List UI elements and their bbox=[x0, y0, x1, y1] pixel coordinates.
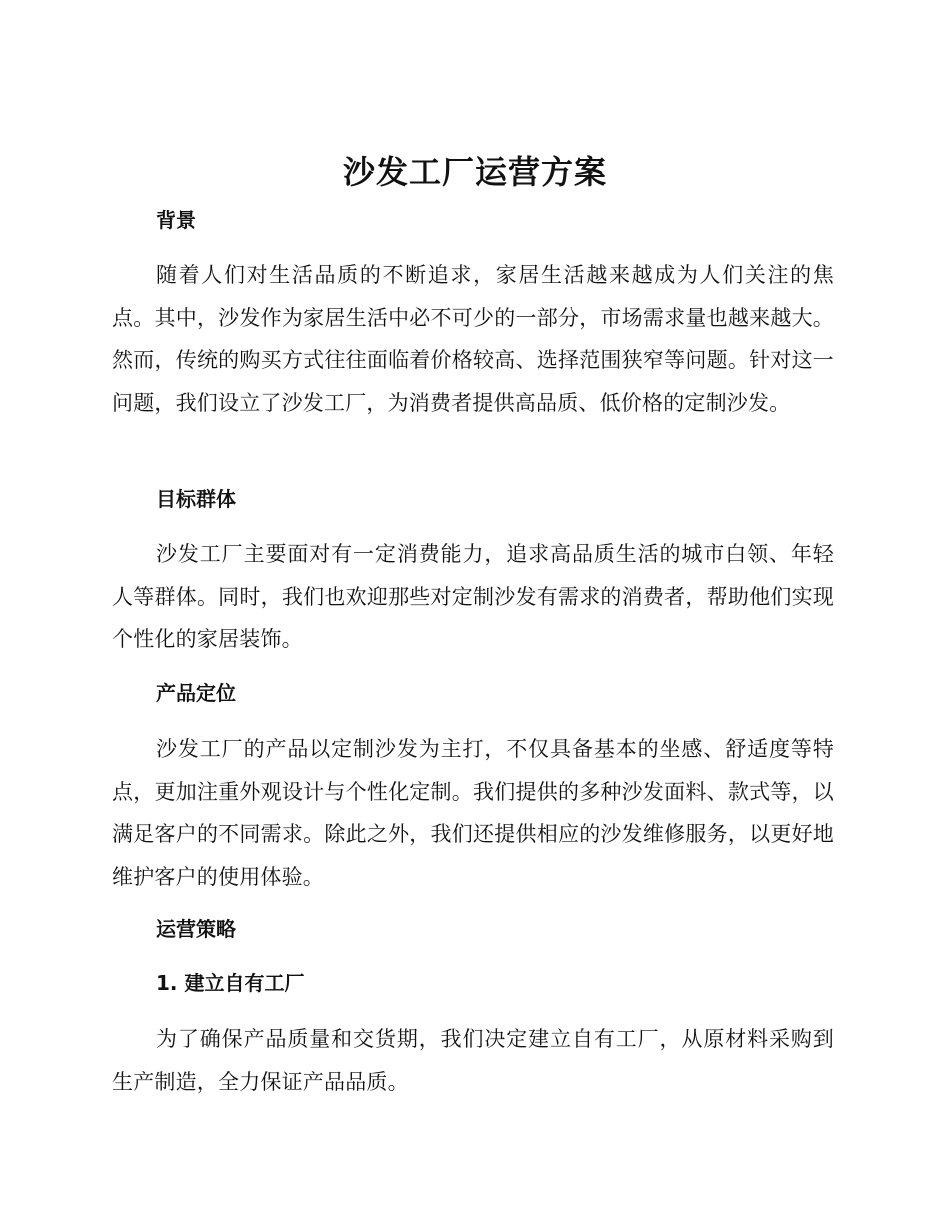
subsection-heading-own-factory: 1. 建立自有工厂 bbox=[156, 971, 305, 995]
section-heading-target-audience: 目标群体 bbox=[156, 487, 236, 511]
section-heading-background: 背景 bbox=[156, 208, 196, 232]
section-heading-operation-strategy: 运营策略 bbox=[156, 917, 236, 941]
subsection-paragraph-own-factory: 为了确保产品质量和交货期，我们决定建立自有工厂，从原材料采购到生产制造，全力保证产品品质。 bbox=[112, 1027, 834, 1094]
section-heading-product-positioning: 产品定位 bbox=[156, 681, 236, 705]
section-paragraph-background: 随着人们对生活品质的不断追求，家居生活越来越成为人们关注的焦点。其中，沙发作为家居生活中必不可少的一部分，市场需求量也越来越大。然而，传统的购买方式往往面临着价格较高、选择范围狭窄等问题。针对这一问题，我们设立了沙发工厂，为消费者提供高品质、低价格的定制沙发。 bbox=[112, 263, 834, 415]
section-paragraph-target-audience: 沙发工厂主要面对有一定消费能力，追求高品质生活的城市白领、年轻人等群体。同时，我们也欢迎那些对定制沙发有需求的消费者，帮助他们实现个性化的家居装饰。 bbox=[112, 542, 834, 651]
section-paragraph-product-positioning: 沙发工厂的产品以定制沙发为主打，不仅具备基本的坐感、舒适度等特点，更加注重外观设计与个性化定制。我们提供的多种沙发面料、款式等，以满足客户的不同需求。除此之外，我们还提供相应的沙发维修服务，以更好地维护客户的使用体验。 bbox=[112, 737, 834, 889]
document-title: 沙发工厂运营方案 bbox=[342, 153, 607, 191]
